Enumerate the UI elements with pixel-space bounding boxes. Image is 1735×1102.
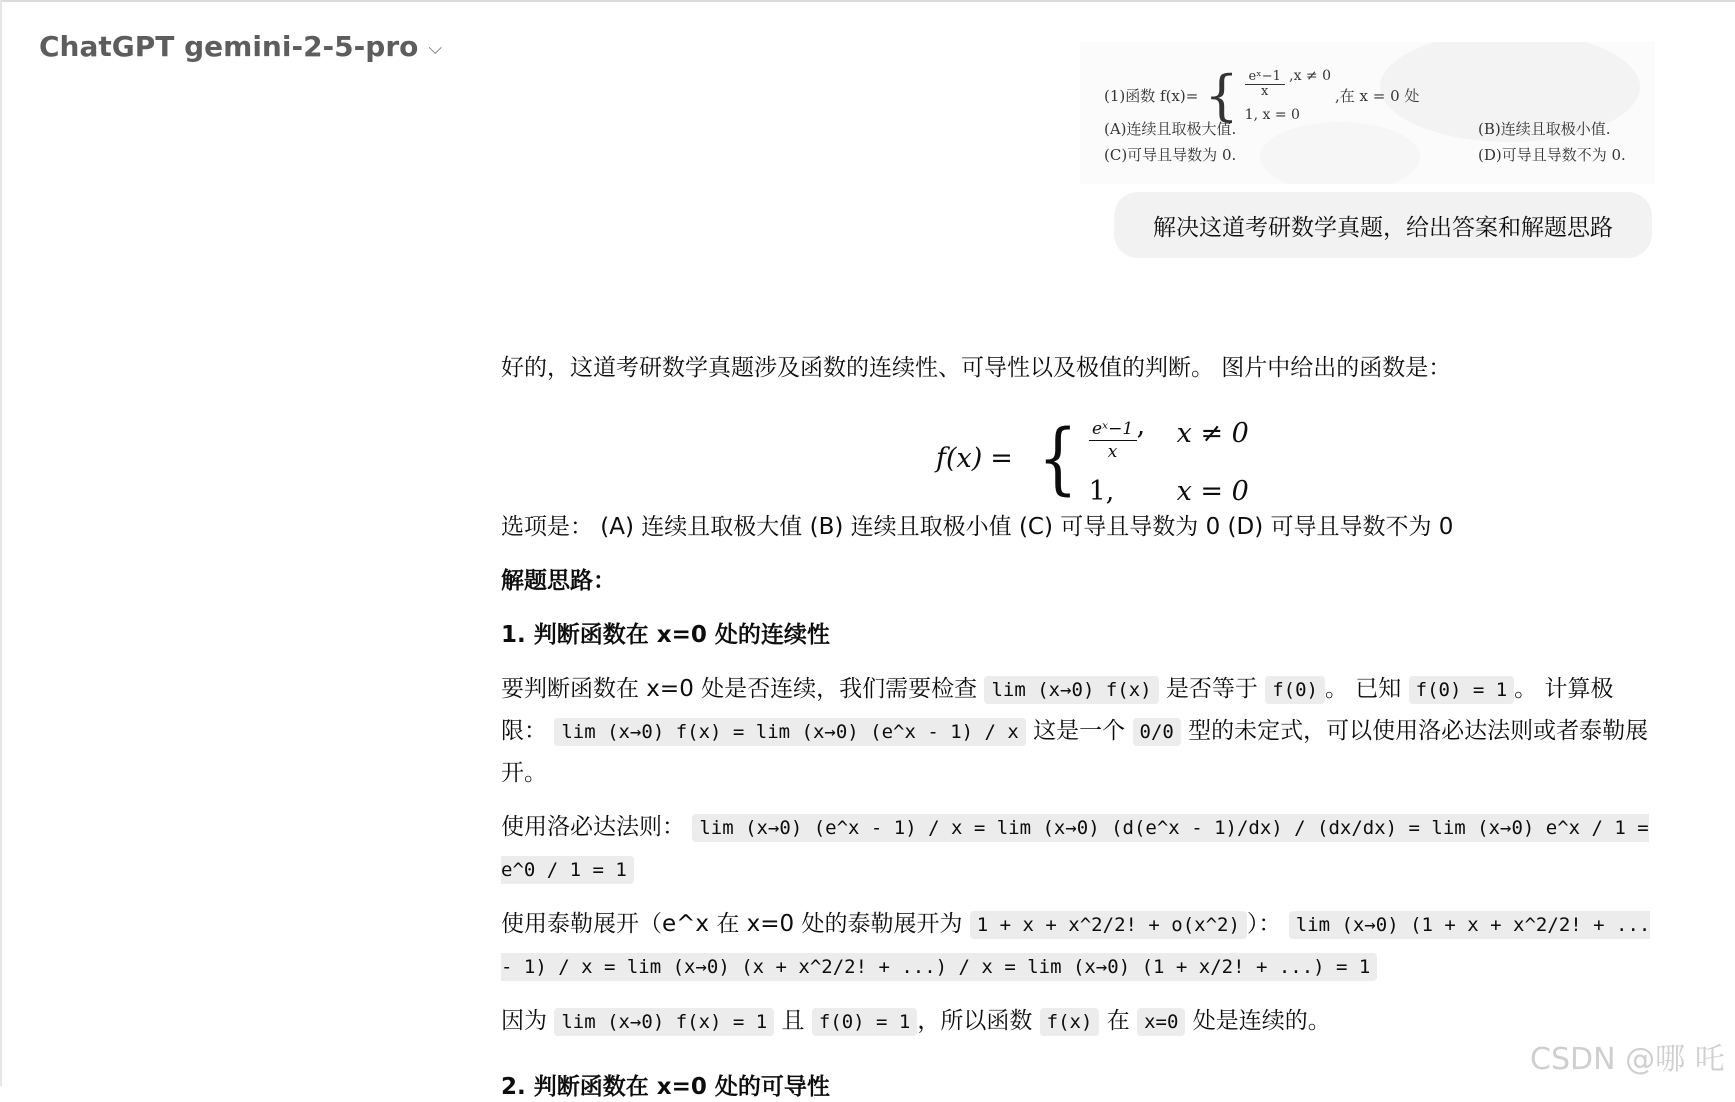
text-run: 。 已知 <box>1325 676 1409 702</box>
text-run: 是否等于 <box>1158 676 1266 702</box>
paragraph-conclusion <box>501 1001 1651 1043</box>
question-case-2: 1, x = 0 <box>1244 107 1300 123</box>
left-divider <box>0 0 2 1086</box>
chevron-down-icon: ⌵ <box>428 37 443 59</box>
formula-fraction <box>1089 420 1137 461</box>
inline-code: lim (x→0) (e^x - 1) / x = lim (x→0) (d(e^x - 1)/dx) / (dx/dx) = lim (x→0) e^x / 1 = e^0 / 1 = 1 <box>501 814 1649 884</box>
model-name: ChatGPT gemini-2-5-pro <box>39 29 419 63</box>
thinking-label: 解题思路： <box>501 568 616 594</box>
formula-case-1-value <box>1089 405 1177 461</box>
brace-glyph: { <box>1204 63 1239 127</box>
question-cases <box>1245 68 1331 123</box>
question-option-b: (B)连续且取极小值. <box>1478 120 1611 138</box>
paragraph-lhopital <box>501 807 1651 891</box>
text-run: 使用泰勒展开（e^x 在 x=0 处的泰勒展开为 <box>501 911 970 937</box>
model-selector[interactable] <box>39 26 442 66</box>
image-watermark-blob <box>1260 122 1420 184</box>
text-run: 使用洛必达法则： <box>501 814 693 840</box>
formula-block <box>501 389 1651 507</box>
text-run: ）： <box>1246 911 1289 937</box>
paragraph-continuity <box>501 669 1651 794</box>
formula-denominator: x <box>1107 442 1118 462</box>
text-run: 要判断函数在 x=0 处是否连续，我们需要检查 <box>501 676 985 702</box>
piecewise-formula <box>936 405 1249 512</box>
text-run: 处是连续的。 <box>1185 1008 1331 1034</box>
formula-case-2-cond: x = 0 <box>1176 476 1249 507</box>
fraction-numerator: eˣ−1 <box>1248 69 1281 84</box>
inline-code: lim (x→0) (1 + x + x^2/2! + ... - 1) / x = lim (x→0) (x + x^2/2! + ...) / x = lim (x→0) (1 + x/2! + ...) = 1 <box>501 911 1650 981</box>
inline-code: f(x) <box>1040 1008 1100 1036</box>
inline-code: f(0) <box>1265 676 1325 704</box>
inline-code: lim (x→0) f(x) = lim (x→0) (e^x - 1) / x <box>554 718 1026 746</box>
question-option-d: (D)可导且导数不为 0. <box>1478 146 1626 164</box>
inline-code: x=0 <box>1137 1008 1185 1036</box>
fraction-bar <box>1089 440 1137 441</box>
options-text: 选项是： (A) 连续且取极大值 (B) 连续且取极小值 (C) 可导且导数为 0 (D) 可导且导数不为 0 <box>501 514 1454 540</box>
formula-cases <box>1089 405 1249 512</box>
user-message-text: 解决这道考研数学真题，给出答案和解题思路 <box>1153 214 1613 241</box>
text-run: 且 <box>774 1008 812 1034</box>
question-suffix: ,在 x = 0 处 <box>1335 87 1420 105</box>
top-divider <box>0 0 1735 2</box>
user-message-bubble <box>1114 192 1652 258</box>
formula-equals: = <box>990 443 1013 474</box>
section-1-title: 1. 判断函数在 x=0 处的连续性 <box>501 622 830 648</box>
question-prefix: (1)函数 f(x)= <box>1104 87 1199 105</box>
formula-numerator: eˣ−1 <box>1091 419 1134 439</box>
text-run: 这是一个 <box>1025 718 1133 744</box>
text-run: 因为 <box>501 1008 555 1034</box>
inline-code: lim (x→0) f(x) <box>984 676 1158 704</box>
formula-case-1-cond: x ≠ 0 <box>1176 417 1249 449</box>
assistant-message <box>501 348 1651 1043</box>
formula-lhs: f(x) <box>936 443 983 474</box>
text-run: 型的未定式，可以使用洛必达法则或者泰勒展开。 <box>501 718 1649 786</box>
text-run: 在 <box>1099 1008 1138 1034</box>
attached-question-image[interactable] <box>1080 42 1655 184</box>
assistant-intro: 好的，这道考研数学真题涉及函数的连续性、可导性以及极值的判断。 图片中给出的函数是： <box>501 355 1452 381</box>
question-fraction <box>1245 70 1285 99</box>
inline-code: 1 + x + x^2/2! + o(x^2) <box>970 911 1247 939</box>
fraction-denominator: x <box>1261 84 1269 99</box>
text-run: 。 计算极限： <box>501 676 1614 744</box>
question-option-a: (A)连续且取极大值. <box>1104 120 1237 138</box>
inline-code: lim (x→0) f(x) = 1 <box>554 1008 774 1036</box>
brace-glyph: { <box>1037 413 1078 504</box>
section-2-title: 2. 判断函数在 x=0 处的可导性 <box>501 1074 830 1100</box>
inline-code: 0/0 <box>1133 718 1181 746</box>
text-run: ，所以函数 <box>917 1008 1040 1034</box>
formula-comma: , <box>1136 410 1146 441</box>
inline-code: f(0) = 1 <box>812 1008 918 1036</box>
question-case-1 <box>1245 68 1331 99</box>
question-option-c: (C)可导且导数为 0. <box>1104 146 1237 164</box>
question-case-1-cond: ,x ≠ 0 <box>1289 68 1332 84</box>
formula-case-2-value: 1, <box>1088 476 1115 507</box>
csdn-watermark: CSDN @哪 吒 <box>1530 1042 1725 1077</box>
paragraph-taylor <box>501 904 1651 988</box>
inline-code: f(0) = 1 <box>1409 676 1515 704</box>
question-line <box>1104 63 1420 127</box>
